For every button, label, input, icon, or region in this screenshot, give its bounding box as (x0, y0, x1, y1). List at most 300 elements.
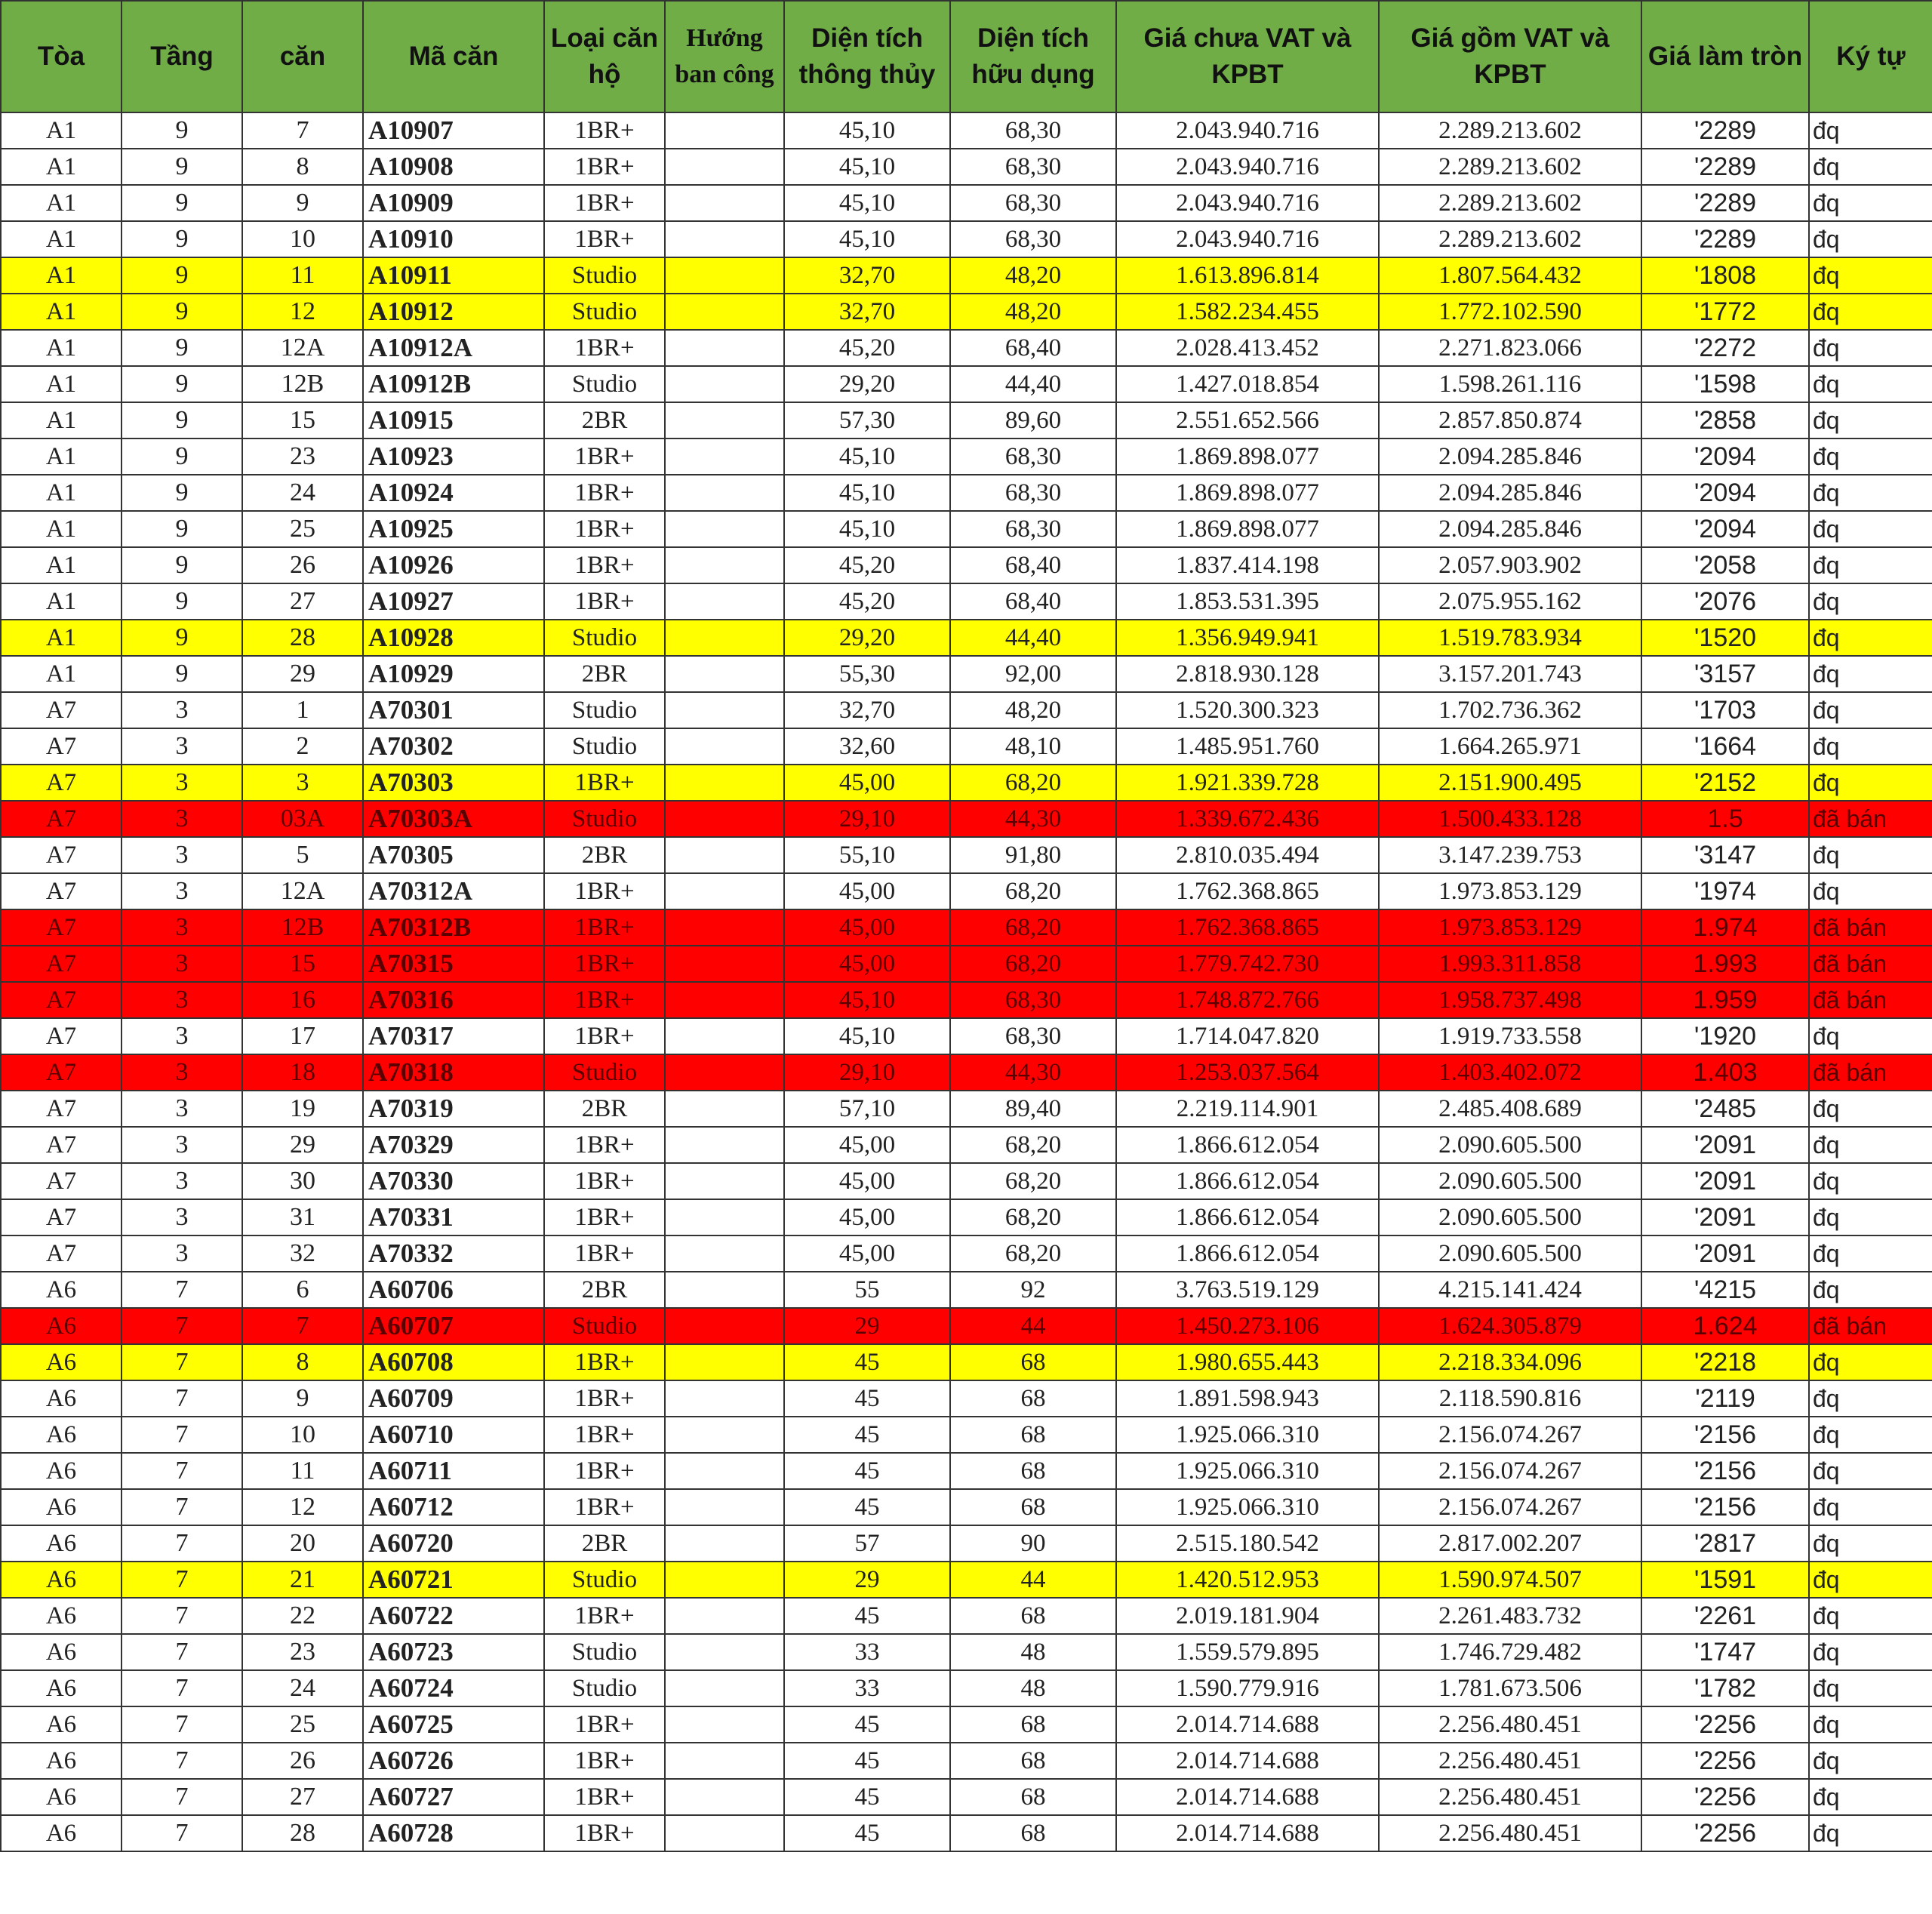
cell-price-incl[interactable]: 2.090.605.500 (1379, 1163, 1641, 1199)
cell-area-wall[interactable]: 57,10 (784, 1091, 950, 1127)
cell-floor[interactable]: 3 (122, 765, 242, 801)
cell-code[interactable]: A60709 (363, 1380, 544, 1417)
cell-suffix[interactable]: đq (1809, 1091, 1932, 1127)
cell-unit[interactable]: 8 (242, 1344, 363, 1380)
cell-price-round[interactable]: '2094 (1641, 511, 1809, 547)
cell-unit[interactable]: 28 (242, 620, 363, 656)
cell-building[interactable]: A1 (1, 402, 122, 438)
cell-building[interactable]: A6 (1, 1706, 122, 1743)
cell-area-wall[interactable]: 45,10 (784, 475, 950, 511)
cell-type[interactable]: 2BR (544, 837, 665, 873)
cell-area-usable[interactable]: 68,30 (950, 1018, 1116, 1054)
cell-suffix[interactable]: đq (1809, 1127, 1932, 1163)
cell-unit[interactable]: 25 (242, 1706, 363, 1743)
cell-area-wall[interactable]: 32,60 (784, 728, 950, 765)
cell-area-usable[interactable]: 68,40 (950, 547, 1116, 583)
cell-price-excl[interactable]: 1.485.951.760 (1116, 728, 1379, 765)
cell-type[interactable]: 1BR+ (544, 1489, 665, 1525)
cell-unit[interactable]: 10 (242, 221, 363, 257)
cell-balcony[interactable] (665, 801, 784, 837)
cell-price-excl[interactable]: 1.869.898.077 (1116, 511, 1379, 547)
cell-area-wall[interactable]: 29,10 (784, 1054, 950, 1091)
cell-price-excl[interactable]: 2.014.714.688 (1116, 1779, 1379, 1815)
cell-area-wall[interactable]: 45,00 (784, 873, 950, 909)
cell-area-wall[interactable]: 45,00 (784, 1199, 950, 1235)
cell-suffix[interactable]: đq (1809, 656, 1932, 692)
cell-price-round[interactable]: '1520 (1641, 620, 1809, 656)
cell-building[interactable]: A1 (1, 366, 122, 402)
cell-price-excl[interactable]: 2.515.180.542 (1116, 1525, 1379, 1562)
cell-balcony[interactable] (665, 330, 784, 366)
cell-floor[interactable]: 3 (122, 692, 242, 728)
cell-price-round[interactable]: '2256 (1641, 1706, 1809, 1743)
cell-price-excl[interactable]: 2.810.035.494 (1116, 837, 1379, 873)
header-type[interactable]: Loại căn hộ (544, 1, 665, 112)
cell-price-excl[interactable]: 1.925.066.310 (1116, 1489, 1379, 1525)
cell-area-wall[interactable]: 45 (784, 1417, 950, 1453)
cell-price-excl[interactable]: 2.014.714.688 (1116, 1743, 1379, 1779)
cell-price-round[interactable]: '2289 (1641, 185, 1809, 221)
cell-unit[interactable]: 25 (242, 511, 363, 547)
cell-floor[interactable]: 9 (122, 547, 242, 583)
header-code[interactable]: Mã căn (363, 1, 544, 112)
header-floor[interactable]: Tầng (122, 1, 242, 112)
cell-area-usable[interactable]: 68,20 (950, 1127, 1116, 1163)
cell-type[interactable]: Studio (544, 1634, 665, 1670)
cell-building[interactable]: A7 (1, 1054, 122, 1091)
cell-area-wall[interactable]: 45,20 (784, 583, 950, 620)
cell-price-incl[interactable]: 1.702.736.362 (1379, 692, 1641, 728)
cell-code[interactable]: A10909 (363, 185, 544, 221)
cell-unit[interactable]: 27 (242, 583, 363, 620)
cell-unit[interactable]: 23 (242, 438, 363, 475)
cell-building[interactable]: A7 (1, 728, 122, 765)
cell-building[interactable]: A6 (1, 1779, 122, 1815)
cell-price-excl[interactable]: 2.028.413.452 (1116, 330, 1379, 366)
cell-type[interactable]: 1BR+ (544, 112, 665, 149)
cell-balcony[interactable] (665, 1743, 784, 1779)
cell-area-usable[interactable]: 68,30 (950, 982, 1116, 1018)
cell-floor[interactable]: 7 (122, 1308, 242, 1344)
cell-price-round[interactable]: '2094 (1641, 475, 1809, 511)
cell-type[interactable]: Studio (544, 294, 665, 330)
cell-area-usable[interactable]: 44,30 (950, 1054, 1116, 1091)
cell-type[interactable]: 1BR+ (544, 1380, 665, 1417)
cell-unit[interactable]: 24 (242, 475, 363, 511)
cell-type[interactable]: 1BR+ (544, 1743, 665, 1779)
cell-price-excl[interactable]: 1.762.368.865 (1116, 909, 1379, 946)
cell-price-round[interactable]: '2091 (1641, 1163, 1809, 1199)
cell-floor[interactable]: 9 (122, 402, 242, 438)
cell-price-round[interactable]: '2218 (1641, 1344, 1809, 1380)
cell-building[interactable]: A7 (1, 692, 122, 728)
cell-suffix[interactable]: đq (1809, 1779, 1932, 1815)
cell-floor[interactable]: 3 (122, 1235, 242, 1272)
cell-area-wall[interactable]: 45 (784, 1380, 950, 1417)
cell-type[interactable]: 1BR+ (544, 547, 665, 583)
cell-floor[interactable]: 3 (122, 1091, 242, 1127)
cell-price-incl[interactable]: 1.973.853.129 (1379, 873, 1641, 909)
cell-type[interactable]: 1BR+ (544, 1127, 665, 1163)
cell-price-incl[interactable]: 4.215.141.424 (1379, 1272, 1641, 1308)
cell-building[interactable]: A1 (1, 547, 122, 583)
cell-type[interactable]: 1BR+ (544, 1344, 665, 1380)
cell-code[interactable]: A60710 (363, 1417, 544, 1453)
cell-area-usable[interactable]: 68,20 (950, 765, 1116, 801)
cell-area-usable[interactable]: 68,20 (950, 1199, 1116, 1235)
cell-area-wall[interactable]: 45,20 (784, 547, 950, 583)
cell-balcony[interactable] (665, 402, 784, 438)
cell-area-usable[interactable]: 68,30 (950, 511, 1116, 547)
cell-code[interactable]: A60721 (363, 1562, 544, 1598)
cell-price-incl[interactable]: 2.289.213.602 (1379, 221, 1641, 257)
cell-floor[interactable]: 7 (122, 1598, 242, 1634)
cell-suffix[interactable]: đq (1809, 1018, 1932, 1054)
cell-area-wall[interactable]: 45,00 (784, 1127, 950, 1163)
cell-building[interactable]: A1 (1, 112, 122, 149)
cell-price-excl[interactable]: 2.551.652.566 (1116, 402, 1379, 438)
cell-code[interactable]: A70329 (363, 1127, 544, 1163)
cell-area-wall[interactable]: 55,30 (784, 656, 950, 692)
cell-price-round[interactable]: '2156 (1641, 1417, 1809, 1453)
cell-area-usable[interactable]: 48,20 (950, 692, 1116, 728)
cell-area-usable[interactable]: 68,20 (950, 946, 1116, 982)
cell-price-round[interactable]: '1703 (1641, 692, 1809, 728)
cell-code[interactable]: A60707 (363, 1308, 544, 1344)
cell-floor[interactable]: 9 (122, 112, 242, 149)
cell-unit[interactable]: 26 (242, 1743, 363, 1779)
cell-floor[interactable]: 9 (122, 257, 242, 294)
cell-price-incl[interactable]: 1.624.305.879 (1379, 1308, 1641, 1344)
cell-price-incl[interactable]: 2.090.605.500 (1379, 1199, 1641, 1235)
cell-code[interactable]: A10912B (363, 366, 544, 402)
cell-suffix[interactable]: đq (1809, 1380, 1932, 1417)
cell-building[interactable]: A7 (1, 1235, 122, 1272)
cell-price-excl[interactable]: 1.779.742.730 (1116, 946, 1379, 982)
cell-unit[interactable]: 12 (242, 1489, 363, 1525)
cell-balcony[interactable] (665, 982, 784, 1018)
cell-type[interactable]: 2BR (544, 1525, 665, 1562)
cell-balcony[interactable] (665, 728, 784, 765)
cell-type[interactable]: 1BR+ (544, 475, 665, 511)
cell-suffix[interactable]: đã bán (1809, 1308, 1932, 1344)
cell-code[interactable]: A70303A (363, 801, 544, 837)
cell-price-incl[interactable]: 3.147.239.753 (1379, 837, 1641, 873)
cell-price-excl[interactable]: 1.866.612.054 (1116, 1235, 1379, 1272)
cell-area-usable[interactable]: 68 (950, 1489, 1116, 1525)
cell-balcony[interactable] (665, 1598, 784, 1634)
cell-type[interactable]: 1BR+ (544, 873, 665, 909)
cell-price-incl[interactable]: 1.519.783.934 (1379, 620, 1641, 656)
cell-balcony[interactable] (665, 511, 784, 547)
cell-price-incl[interactable]: 1.958.737.498 (1379, 982, 1641, 1018)
cell-balcony[interactable] (665, 620, 784, 656)
cell-suffix[interactable]: đq (1809, 438, 1932, 475)
cell-floor[interactable]: 9 (122, 366, 242, 402)
cell-code[interactable]: A70332 (363, 1235, 544, 1272)
cell-unit[interactable]: 12A (242, 330, 363, 366)
cell-unit[interactable]: 31 (242, 1199, 363, 1235)
cell-price-excl[interactable]: 3.763.519.129 (1116, 1272, 1379, 1308)
header-price-round[interactable]: Giá làm tròn (1641, 1, 1809, 112)
cell-building[interactable]: A7 (1, 1199, 122, 1235)
cell-price-round[interactable]: 1.974 (1641, 909, 1809, 946)
cell-unit[interactable]: 12A (242, 873, 363, 909)
cell-area-usable[interactable]: 44 (950, 1562, 1116, 1598)
cell-price-excl[interactable]: 1.853.531.395 (1116, 583, 1379, 620)
cell-area-usable[interactable]: 68,20 (950, 1163, 1116, 1199)
cell-suffix[interactable]: đq (1809, 1743, 1932, 1779)
cell-type[interactable]: 2BR (544, 402, 665, 438)
cell-price-excl[interactable]: 1.866.612.054 (1116, 1163, 1379, 1199)
cell-code[interactable]: A60720 (363, 1525, 544, 1562)
cell-price-round[interactable]: '2076 (1641, 583, 1809, 620)
cell-price-round[interactable]: '2091 (1641, 1199, 1809, 1235)
cell-area-usable[interactable]: 44,30 (950, 801, 1116, 837)
cell-suffix[interactable]: đã bán (1809, 801, 1932, 837)
cell-suffix[interactable]: đq (1809, 185, 1932, 221)
cell-price-excl[interactable]: 1.559.579.895 (1116, 1634, 1379, 1670)
cell-building[interactable]: A6 (1, 1272, 122, 1308)
cell-suffix[interactable]: đq (1809, 692, 1932, 728)
cell-area-wall[interactable]: 57 (784, 1525, 950, 1562)
cell-price-incl[interactable]: 1.590.974.507 (1379, 1562, 1641, 1598)
cell-code[interactable]: A70312A (363, 873, 544, 909)
cell-unit[interactable]: 3 (242, 765, 363, 801)
cell-balcony[interactable] (665, 185, 784, 221)
cell-building[interactable]: A7 (1, 1018, 122, 1054)
cell-price-round[interactable]: '1782 (1641, 1670, 1809, 1706)
cell-type[interactable]: 1BR+ (544, 1235, 665, 1272)
cell-code[interactable]: A10929 (363, 656, 544, 692)
cell-suffix[interactable]: đã bán (1809, 909, 1932, 946)
cell-area-wall[interactable]: 33 (784, 1634, 950, 1670)
cell-unit[interactable]: 7 (242, 1308, 363, 1344)
cell-building[interactable]: A1 (1, 294, 122, 330)
cell-price-excl[interactable]: 1.866.612.054 (1116, 1127, 1379, 1163)
cell-price-incl[interactable]: 2.256.480.451 (1379, 1743, 1641, 1779)
cell-building[interactable]: A7 (1, 837, 122, 873)
cell-type[interactable]: Studio (544, 1670, 665, 1706)
cell-balcony[interactable] (665, 112, 784, 149)
header-building[interactable]: Tòa (1, 1, 122, 112)
cell-suffix[interactable]: đq (1809, 1489, 1932, 1525)
cell-suffix[interactable]: đq (1809, 1706, 1932, 1743)
cell-code[interactable]: A70312B (363, 909, 544, 946)
cell-suffix[interactable]: đq (1809, 1344, 1932, 1380)
cell-suffix[interactable]: đq (1809, 402, 1932, 438)
cell-area-usable[interactable]: 68,30 (950, 475, 1116, 511)
cell-price-incl[interactable]: 2.151.900.495 (1379, 765, 1641, 801)
cell-building[interactable]: A1 (1, 330, 122, 366)
cell-code[interactable]: A10908 (363, 149, 544, 185)
cell-suffix[interactable]: đq (1809, 1670, 1932, 1706)
cell-price-excl[interactable]: 1.253.037.564 (1116, 1054, 1379, 1091)
cell-balcony[interactable] (665, 1199, 784, 1235)
cell-price-incl[interactable]: 2.256.480.451 (1379, 1815, 1641, 1851)
cell-type[interactable]: Studio (544, 692, 665, 728)
cell-price-excl[interactable]: 1.590.779.916 (1116, 1670, 1379, 1706)
cell-balcony[interactable] (665, 1417, 784, 1453)
cell-floor[interactable]: 9 (122, 620, 242, 656)
cell-floor[interactable]: 3 (122, 801, 242, 837)
cell-area-usable[interactable]: 92,00 (950, 656, 1116, 692)
cell-area-usable[interactable]: 48 (950, 1670, 1116, 1706)
cell-balcony[interactable] (665, 1163, 784, 1199)
cell-type[interactable]: 1BR+ (544, 909, 665, 946)
cell-balcony[interactable] (665, 257, 784, 294)
cell-balcony[interactable] (665, 547, 784, 583)
cell-balcony[interactable] (665, 475, 784, 511)
cell-suffix[interactable]: đq (1809, 583, 1932, 620)
cell-area-wall[interactable]: 45 (784, 1489, 950, 1525)
cell-area-wall[interactable]: 57,30 (784, 402, 950, 438)
cell-building[interactable]: A6 (1, 1670, 122, 1706)
cell-floor[interactable]: 9 (122, 294, 242, 330)
cell-area-usable[interactable]: 68,30 (950, 149, 1116, 185)
cell-code[interactable]: A60724 (363, 1670, 544, 1706)
cell-building[interactable]: A6 (1, 1634, 122, 1670)
cell-unit[interactable]: 17 (242, 1018, 363, 1054)
cell-building[interactable]: A6 (1, 1525, 122, 1562)
cell-price-round[interactable]: '2289 (1641, 221, 1809, 257)
cell-area-wall[interactable]: 45,10 (784, 1018, 950, 1054)
cell-price-incl[interactable]: 2.289.213.602 (1379, 185, 1641, 221)
cell-price-round[interactable]: '1808 (1641, 257, 1809, 294)
cell-balcony[interactable] (665, 1054, 784, 1091)
cell-price-incl[interactable]: 3.157.201.743 (1379, 656, 1641, 692)
cell-floor[interactable]: 7 (122, 1634, 242, 1670)
cell-price-excl[interactable]: 1.925.066.310 (1116, 1417, 1379, 1453)
cell-building[interactable]: A6 (1, 1489, 122, 1525)
cell-area-usable[interactable]: 68 (950, 1453, 1116, 1489)
cell-price-round[interactable]: '3157 (1641, 656, 1809, 692)
cell-area-wall[interactable]: 45 (784, 1453, 950, 1489)
cell-code[interactable]: A70301 (363, 692, 544, 728)
cell-area-wall[interactable]: 29,20 (784, 366, 950, 402)
cell-area-usable[interactable]: 90 (950, 1525, 1116, 1562)
cell-area-wall[interactable]: 45,00 (784, 909, 950, 946)
cell-code[interactable]: A60708 (363, 1344, 544, 1380)
cell-area-usable[interactable]: 68 (950, 1815, 1116, 1851)
cell-suffix[interactable]: đq (1809, 765, 1932, 801)
cell-price-round[interactable]: '2119 (1641, 1380, 1809, 1417)
cell-building[interactable]: A1 (1, 583, 122, 620)
cell-price-excl[interactable]: 1.869.898.077 (1116, 475, 1379, 511)
cell-floor[interactable]: 7 (122, 1562, 242, 1598)
cell-price-round[interactable]: '2289 (1641, 149, 1809, 185)
cell-suffix[interactable]: đq (1809, 837, 1932, 873)
cell-area-usable[interactable]: 68 (950, 1417, 1116, 1453)
cell-code[interactable]: A70305 (363, 837, 544, 873)
cell-area-usable[interactable]: 44,40 (950, 620, 1116, 656)
cell-type[interactable]: 1BR+ (544, 1199, 665, 1235)
cell-unit[interactable]: 29 (242, 1127, 363, 1163)
cell-unit[interactable]: 30 (242, 1163, 363, 1199)
cell-unit[interactable]: 28 (242, 1815, 363, 1851)
cell-price-incl[interactable]: 2.156.074.267 (1379, 1417, 1641, 1453)
cell-price-round[interactable]: 1.993 (1641, 946, 1809, 982)
cell-type[interactable]: 1BR+ (544, 1018, 665, 1054)
cell-suffix[interactable]: đq (1809, 1562, 1932, 1598)
header-unit[interactable]: căn (242, 1, 363, 112)
cell-unit[interactable]: 27 (242, 1779, 363, 1815)
cell-building[interactable]: A7 (1, 1127, 122, 1163)
cell-price-round[interactable]: '4215 (1641, 1272, 1809, 1308)
cell-code[interactable]: A70303 (363, 765, 544, 801)
cell-building[interactable]: A7 (1, 982, 122, 1018)
cell-price-incl[interactable]: 2.218.334.096 (1379, 1344, 1641, 1380)
cell-floor[interactable]: 3 (122, 1127, 242, 1163)
cell-area-wall[interactable]: 45,10 (784, 149, 950, 185)
cell-area-wall[interactable]: 45,00 (784, 1235, 950, 1272)
cell-area-wall[interactable]: 45,10 (784, 221, 950, 257)
cell-code[interactable]: A10912A (363, 330, 544, 366)
cell-area-wall[interactable]: 45 (784, 1815, 950, 1851)
cell-price-excl[interactable]: 2.043.940.716 (1116, 221, 1379, 257)
cell-type[interactable]: Studio (544, 366, 665, 402)
cell-suffix[interactable]: đq (1809, 1272, 1932, 1308)
cell-suffix[interactable]: đq (1809, 1417, 1932, 1453)
cell-price-excl[interactable]: 1.420.512.953 (1116, 1562, 1379, 1598)
cell-price-round[interactable]: 1.959 (1641, 982, 1809, 1018)
cell-area-usable[interactable]: 48 (950, 1634, 1116, 1670)
cell-balcony[interactable] (665, 1380, 784, 1417)
cell-building[interactable]: A1 (1, 620, 122, 656)
cell-area-usable[interactable]: 68 (950, 1743, 1116, 1779)
cell-balcony[interactable] (665, 873, 784, 909)
cell-price-excl[interactable]: 1.891.598.943 (1116, 1380, 1379, 1417)
cell-price-incl[interactable]: 2.271.823.066 (1379, 330, 1641, 366)
cell-unit[interactable]: 8 (242, 149, 363, 185)
cell-balcony[interactable] (665, 1779, 784, 1815)
cell-price-incl[interactable]: 2.817.002.207 (1379, 1525, 1641, 1562)
cell-code[interactable]: A10915 (363, 402, 544, 438)
cell-code[interactable]: A10910 (363, 221, 544, 257)
cell-area-usable[interactable]: 89,40 (950, 1091, 1116, 1127)
cell-area-wall[interactable]: 32,70 (784, 294, 950, 330)
cell-area-usable[interactable]: 68 (950, 1706, 1116, 1743)
cell-suffix[interactable]: đq (1809, 294, 1932, 330)
cell-type[interactable]: 1BR+ (544, 1779, 665, 1815)
cell-price-round[interactable]: '2289 (1641, 112, 1809, 149)
cell-type[interactable]: Studio (544, 728, 665, 765)
cell-type[interactable]: 1BR+ (544, 330, 665, 366)
cell-price-excl[interactable]: 2.219.114.901 (1116, 1091, 1379, 1127)
cell-suffix[interactable]: đq (1809, 1634, 1932, 1670)
cell-code[interactable]: A60722 (363, 1598, 544, 1634)
cell-price-incl[interactable]: 2.094.285.846 (1379, 511, 1641, 547)
cell-price-incl[interactable]: 2.090.605.500 (1379, 1235, 1641, 1272)
cell-price-incl[interactable]: 2.857.850.874 (1379, 402, 1641, 438)
cell-unit[interactable]: 2 (242, 728, 363, 765)
cell-code[interactable]: A10925 (363, 511, 544, 547)
cell-price-round[interactable]: '2256 (1641, 1743, 1809, 1779)
cell-price-excl[interactable]: 1.427.018.854 (1116, 366, 1379, 402)
cell-balcony[interactable] (665, 1706, 784, 1743)
cell-area-usable[interactable]: 68,40 (950, 583, 1116, 620)
cell-area-wall[interactable]: 45 (784, 1743, 950, 1779)
cell-area-wall[interactable]: 32,70 (784, 257, 950, 294)
cell-area-wall[interactable]: 45,10 (784, 112, 950, 149)
cell-unit[interactable]: 32 (242, 1235, 363, 1272)
cell-type[interactable]: 1BR+ (544, 221, 665, 257)
cell-unit[interactable]: 24 (242, 1670, 363, 1706)
cell-suffix[interactable]: đq (1809, 1163, 1932, 1199)
cell-price-round[interactable]: '2091 (1641, 1235, 1809, 1272)
cell-price-incl[interactable]: 2.075.955.162 (1379, 583, 1641, 620)
cell-balcony[interactable] (665, 438, 784, 475)
